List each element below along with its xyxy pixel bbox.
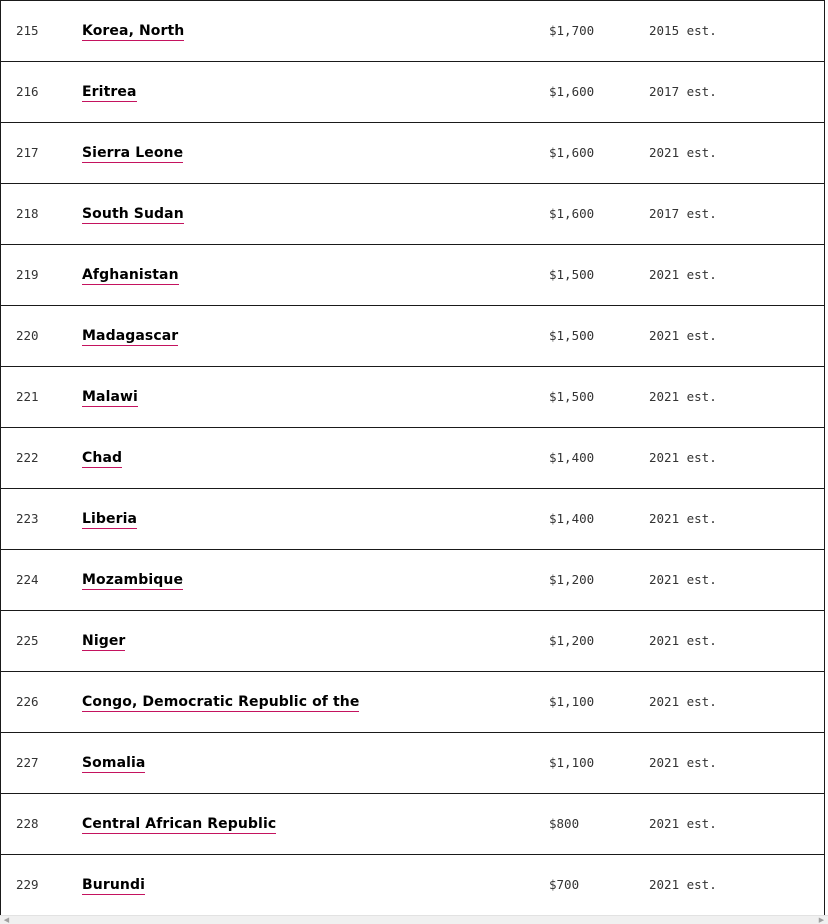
gdp-value-cell: $1,400 (549, 450, 595, 465)
year-cell: 2021 est. (649, 694, 717, 709)
gdp-value-cell: $1,500 (549, 328, 595, 343)
rank-cell: 225 (16, 633, 39, 648)
country-cell (82, 367, 138, 427)
rank-cell: 229 (16, 877, 39, 892)
year-cell: 2017 est. (649, 84, 717, 99)
country-cell (82, 733, 145, 793)
year-cell: 2021 est. (649, 877, 717, 892)
country-cell (82, 611, 125, 671)
country-link[interactable]: Niger (82, 633, 126, 649)
year-cell: 2021 est. (649, 328, 717, 343)
year-cell: 2021 est. (649, 511, 717, 526)
rank-cell: 222 (16, 450, 39, 465)
year-cell: 2021 est. (649, 389, 717, 404)
country-link[interactable]: Eritrea (82, 84, 137, 100)
chevron-left-icon[interactable]: ◀ (3, 916, 10, 924)
table-row (1, 62, 824, 123)
table-row (1, 672, 824, 733)
year-cell: 2021 est. (649, 633, 717, 648)
table-row (1, 306, 824, 367)
chevron-right-icon[interactable]: ▶ (818, 916, 825, 924)
gdp-value-cell: $800 (549, 816, 580, 831)
rank-cell: 215 (16, 23, 39, 38)
country-link[interactable]: Central African Republic (82, 816, 277, 832)
year-cell: 2021 est. (649, 267, 717, 282)
table-row (1, 123, 824, 184)
gdp-value-cell: $1,400 (549, 511, 595, 526)
table-row (1, 184, 824, 245)
country-link[interactable]: Korea, North (82, 23, 185, 39)
table-row (1, 428, 824, 489)
table-row (1, 794, 824, 855)
rank-cell: 224 (16, 572, 39, 587)
gdp-value-cell: $1,200 (549, 572, 595, 587)
country-link[interactable]: South Sudan (82, 206, 184, 222)
country-cell (82, 428, 122, 488)
country-link[interactable]: Madagascar (82, 328, 179, 344)
year-cell: 2021 est. (649, 145, 717, 160)
country-cell (82, 794, 276, 854)
horizontal-scrollbar[interactable] (0, 915, 828, 924)
rank-cell: 226 (16, 694, 39, 709)
gdp-value-cell: $1,200 (549, 633, 595, 648)
table-row (1, 855, 824, 916)
rank-cell: 218 (16, 206, 39, 221)
country-cell (82, 184, 184, 244)
gdp-value-cell: $1,100 (549, 755, 595, 770)
country-cell (82, 245, 179, 305)
country-link[interactable]: Congo, Democratic Republic of the (82, 694, 360, 710)
rank-cell: 217 (16, 145, 39, 160)
country-link[interactable]: Chad (82, 450, 123, 466)
table-row (1, 733, 824, 794)
rank-cell: 221 (16, 389, 39, 404)
year-cell: 2021 est. (649, 572, 717, 587)
country-cell (82, 855, 145, 915)
rank-cell: 219 (16, 267, 39, 282)
year-cell: 2021 est. (649, 755, 717, 770)
table-row (1, 245, 824, 306)
gdp-value-cell: $1,600 (549, 206, 595, 221)
rank-cell: 216 (16, 84, 39, 99)
year-cell: 2021 est. (649, 816, 717, 831)
year-cell: 2021 est. (649, 450, 717, 465)
country-cell (82, 306, 178, 366)
country-cell (82, 672, 359, 732)
gdp-value-cell: $1,500 (549, 389, 595, 404)
table-row (1, 550, 824, 611)
table-row (1, 489, 824, 550)
table-row (1, 367, 824, 428)
country-cell (82, 1, 184, 61)
country-link[interactable]: Malawi (82, 389, 138, 405)
country-link[interactable]: Mozambique (82, 572, 184, 588)
gdp-value-cell: $1,600 (549, 84, 595, 99)
rank-cell: 220 (16, 328, 39, 343)
country-link[interactable]: Liberia (82, 511, 138, 527)
rank-cell: 228 (16, 816, 39, 831)
country-cell (82, 123, 183, 183)
rank-cell: 223 (16, 511, 39, 526)
gdp-value-cell: $1,600 (549, 145, 595, 160)
gdp-value-cell: $1,700 (549, 23, 595, 38)
country-link[interactable]: Somalia (82, 755, 146, 771)
year-cell: 2015 est. (649, 23, 717, 38)
country-link[interactable]: Sierra Leone (82, 145, 184, 161)
rank-cell: 227 (16, 755, 39, 770)
table-row (1, 1, 824, 62)
gdp-value-cell: $1,500 (549, 267, 595, 282)
country-link[interactable]: Burundi (82, 877, 145, 893)
country-cell (82, 489, 137, 549)
year-cell: 2017 est. (649, 206, 717, 221)
gdp-value-cell: $700 (549, 877, 580, 892)
country-cell (82, 62, 137, 122)
gdp-value-cell: $1,100 (549, 694, 595, 709)
country-link[interactable]: Afghanistan (82, 267, 179, 283)
country-cell (82, 550, 183, 610)
table-row (1, 611, 824, 672)
